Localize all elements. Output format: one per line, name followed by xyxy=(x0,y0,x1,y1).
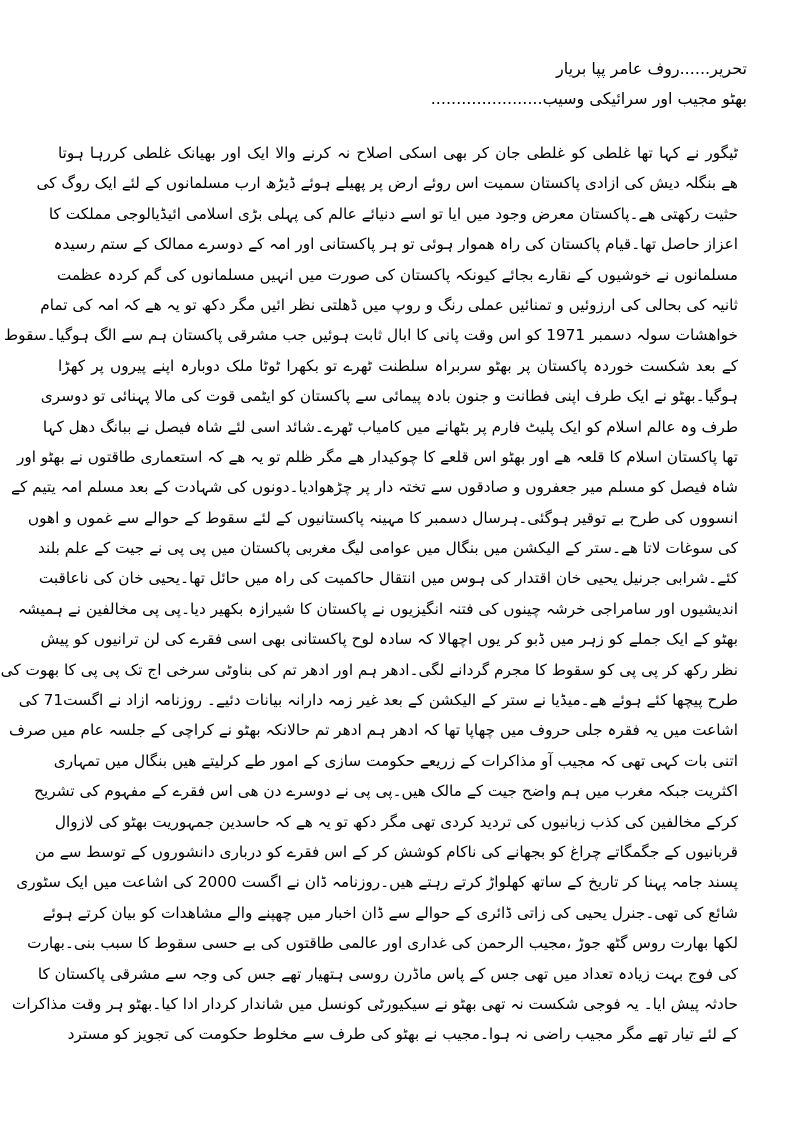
body-line: کے لئے تیار تھے مگر مجیب راضی نہ ہوا۔مجیب نے بھٹو کی طرف سے مخلوط حکومت کی تجویز کو مسترد xyxy=(67,1025,738,1044)
body-line: کئے۔شرابی جرنیل یحیی خان اقتدار کی ہوس میں انتقال حاکمیت کی راہ میں حائل تھا۔یحیی خان کی ناعاقبت xyxy=(38,569,738,588)
body-line: لکھا بھارت روس گٹھ جوڑ ،مجیب الرحمن کی غداری اور عالمی طاقتوں کی بے حسی سقوط کا سبب بنی۔بھارت xyxy=(27,934,738,953)
body-line: بھٹو کے ایک جملے کو زہر میں ڈبو کر یوں اچھالا کہ سادہ لوح پاکستانی بھی اسی فقرے کی لن ترانیوں کو پیش xyxy=(40,630,738,649)
body-line: تھا پاکستان اسلام کا قلعہ ھے اور بھٹو اس قلعے کا چوکیدار ھے مگر ظلم تو یہ ھے کہ استعماری طاقتوں نے بھٹو اور xyxy=(17,447,738,466)
body-line: اتنی بات کہی تھی کہ مجیب آو مذاکرات کے زریعے حکومت سازی کے امور طے کرلیتے ھیں بنگال میں تمہاری xyxy=(53,751,738,770)
body-line: اشاعت میں یہ فقرہ جلی حروف میں چھاپا تھا کہ ادھر ہم ادھر تم حالانکہ بھٹو نے کراچی کے جلسہ عام میں صرف xyxy=(9,721,738,740)
body-line: ھے بنگلہ دیش کی ازادی پاکستان سمیت اس روئے ارض پر پھیلے ہوئے ڈیڑھ ارب مسلمانوں کے لئے ایک روگ کی xyxy=(36,174,738,193)
body-line: کرکے مخالفین کی کذب زبانیوں کی تردید کردی تھی مگر دکھ تو یہ ھے کہ حاسدین جمہوریت بھٹو کی لازوال xyxy=(54,812,738,831)
body-line: اعزاز حاصل تھا۔قیام پاکستان کی راہ ھموار ہوئی تو ہر پاکستانی اور امہ کے دوسرے ممالک کے ستم رسیدہ xyxy=(53,235,738,254)
article-body xyxy=(0,138,738,1050)
body-line: ٹیگور نے کہا تھا غلطی کو غلطی جان کر بھی اسکی اصلاح نہ کرنے والا ایک اور بھیانک غلطی کررہا ہوتا xyxy=(58,144,738,162)
body-line: طرف وہ عالم اسلام کو ایک پلیٹ فارم پر بٹھانے میں کامیاب ٹھرے۔شائد اسی لئے شاہ فیصل نے ببانگ دھل کہا xyxy=(42,417,738,436)
body-line: کے بعد شکست خوردہ پاکستان پر بھٹو سربراہ سلطنت ٹھرے تو بکھرا ٹوٹا ملک دوبارہ اپنے پیروں پر کھڑا xyxy=(58,356,738,375)
body-line: طرح پیچھا کئے ہوئے ھے۔میڈیا نے ستر کے الیکشن کے بعد غیر زمہ دارانہ بیانات دئیے۔ روزنامہ ازاد نے اگست71 کی xyxy=(18,691,738,710)
body-line: خواھشات سولہ دسمبر 1971 کو اس وقت پانی کا ابال ثابت ہوئیں جب مشرقی پاکستان ہم سے الگ ہوگیا۔سقوط xyxy=(4,326,738,345)
body-line: اکثریت جبکہ مغرب میں ہم واضح جیت کے مالک ھیں۔پی پی نے دوسرے دن ھی اس فقرے کے مفہوم کی تشریح xyxy=(34,782,738,801)
body-line: ہوگیا۔بھٹو نے ایک طرف اپنی فطانت و جنون بادہ پیمائی سے پاکستان کو ایٹمی قوت کی مالا پہنائی تو دوسری xyxy=(40,387,738,406)
body-line: ثانیہ کی بحالی کی ارزوئیں و تمنائیں عملی رنگ و روپ میں ڈھلتی نظر ائیں مگر دکھ تو یہ ھے کہ امہ کی تمام xyxy=(40,295,738,314)
body-line: شائع کی تھی۔جنرل یحیی کی زاتی ڈائری کے حوالے سے ڈان اخبار میں چھپنے والے مشاھدات کو بیان کرتے ہوئے xyxy=(42,903,738,922)
body-line: پسند جامہ پہنا کر تاریخ کے ساتھ کھلواڑ کرتے رہتے ھیں۔روزنامہ ڈان نے اگست 2000 کی اشاعت میں ایک سٹوری xyxy=(16,873,738,892)
body-line: حادثہ پیش ایا۔ یہ فوجی شکست نہ تھی بھٹو نے سیکیورٹی کونسل میں شاندار کردار ادا کیا۔بھٹو ہر وقت مذاکرات xyxy=(11,994,738,1013)
body-line: انسووں کی طرح بے توقیر ہوگئی۔ہرسال دسمبر کا مہینہ پاکستانیوں کے لئے سقوط کے حوالے سے غموں و اھوں xyxy=(27,508,738,527)
body-line: کی فوج بہت زیادہ تعداد میں تھی جس کے پاس ماڈرن روسی ہتھیار تھے جس کی وجہ سے مشرقی پاکستان کا xyxy=(37,964,738,983)
author-line: تحریر......روف عامر پپا بریار xyxy=(555,59,747,78)
body-line: اندیشیوں اور سامراجی خرشہ چینوں کی فتنہ انگیزیوں نے پاکستان کا شیرازہ بکھیر دیا۔پی پی مخالفین نے ہمیشہ xyxy=(17,599,738,618)
body-line: قربانیوں کے جگمگاتے چراغ کو بجھانے کی ناکام کوشش کر کے اس فقرے کو درباری دانشوروں کے توسط سے من xyxy=(34,842,738,861)
article-title: بھٹو مجیب اور سرائیکی وسیب...................... xyxy=(430,89,747,108)
body-line: حثیت رکھتی ھے۔پاکستان معرض وجود میں ایا تو اسے دنیائے عالم کی پہلی بڑی اسلامی ائیڈیالوجی مملکت کا xyxy=(48,204,738,223)
article-header xyxy=(327,56,747,112)
body-line: نظر رکھ کر پی پی کو سقوط کا مجرم گردانے لگی۔ادھر ہم اور ادھر تم کی بناوٹی سرخی اج تک پی پی کا بھوت کی xyxy=(0,660,738,679)
body-line: شاہ فیصل کو مسلم میر جعفروں و صادقوں سے تختہ دار پر چڑھوادیا۔دونوں کی شہادت کے بعد مسلم امہ یتیم کے xyxy=(11,478,738,497)
body-line: مسلمانوں نے خوشیوں کے نقارے بجائے کیونکہ پاکستان کی صورت میں انہیں مسلمانوں کی گم کردہ عظمت xyxy=(56,265,738,284)
body-line: کی سوغات لاتا ھے۔ستر کے الیکشن میں بنگال میں عوامی لیگ مغربی پاکستان میں پی پی نے جیت کے علم بلند xyxy=(37,539,738,558)
